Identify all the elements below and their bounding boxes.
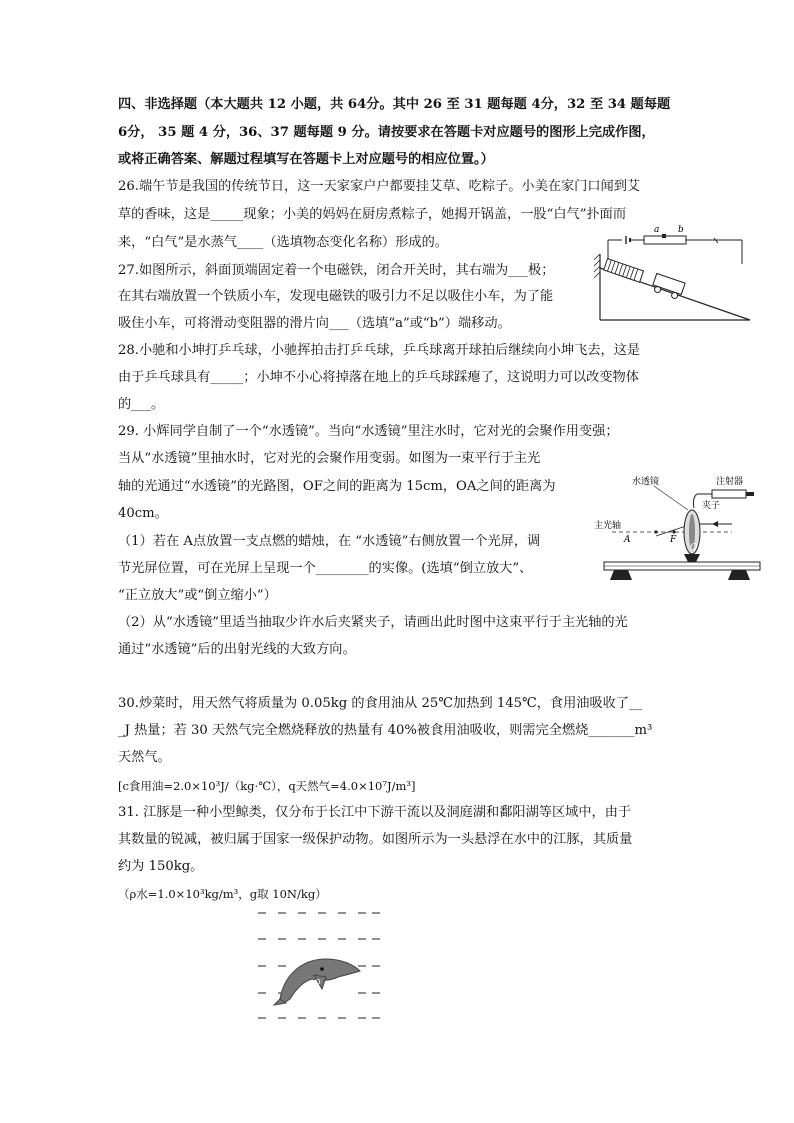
q30-line-1: 30.炒菜时，用天然气将质量为 0.05kg 的食用油从 25℃加热到 145℃，食用油吸收了__ <box>118 696 643 711</box>
q29-line-3: 轴的光通过“水透镜”的光路图，OF之间的距离为 15cm，OA之间的距离为 <box>118 479 556 494</box>
q29-label-A: A <box>624 535 631 545</box>
q29-label-syringe: 注射器 <box>716 477 744 487</box>
q30-line-3: 天然气。 <box>118 750 171 765</box>
q29-part1-line-2: 节光屏位置，可在光屏上呈现一个________的实像。(选填“倒立放大”、 <box>118 561 533 576</box>
q31-line-1: 31. 江豚是一种小型鲸类，仅分布于长江中下游干流以及洞庭湖和鄱阳湖等区域中，由于 <box>118 805 632 820</box>
section-header-line-3: 或将正确答案、解题过程填写在答题卡上对应题号的相应位置。） <box>118 152 494 167</box>
q27-incline-figure <box>592 218 754 322</box>
q29-label-F: F <box>670 535 677 545</box>
q26-line-2: 草的香味，这是_____现象；小美的妈妈在厨房煮粽子，她揭开锅盖，一股“白气”扑面而 <box>118 207 627 222</box>
q29-water-lens-figure <box>592 470 764 582</box>
q29-label-clip: 夹子 <box>702 501 721 511</box>
q27-label-a: a <box>654 225 660 235</box>
q27-line-3: 吸住小车，可将滑动变阻器的滑片向___（选填“a”或“b”）端移动。 <box>118 316 511 331</box>
q29-line-1: 29. 小辉同学自制了一个“水透镜”。当向“水透镜”里注水时，它对光的会聚作用变强； <box>118 424 619 439</box>
q29-label-lens: 水透镜 <box>632 477 660 487</box>
q31-constants: （ρ水=1.0×10³kg/m³，g取 10N/kg） <box>118 887 327 901</box>
q29-label-O: O <box>690 543 698 553</box>
q28-line-2: 由于乒乓球具有_____；小坤不小心将掉落在地上的乒乓球踩瘪了，这说明力可以改变物体 <box>118 370 639 385</box>
q29-line-4: 40cm。 <box>118 506 168 521</box>
q28-line-3: 的___。 <box>118 397 165 412</box>
q29-part1-line-3: “正立放大”或“倒立缩小”） <box>118 588 277 603</box>
q29-line-2: 当从“水透镜”里抽水时，它对光的会聚作用变弱。如图为一束平行于主光 <box>118 451 541 466</box>
q27-label-b: b <box>678 225 684 235</box>
q31-line-3: 约为 150kg。 <box>118 859 204 874</box>
q27-line-2: 在其右端放置一个铁质小车，发现电磁铁的吸引力不足以吸住小车，为了能 <box>118 289 554 304</box>
q29-part2-line-2: 通过“水透镜”后的出射光线的大致方向。 <box>118 642 356 657</box>
q26-line-3: 来，“白气”是水蒸气____（选填物态变化名称）形成的。 <box>118 235 448 250</box>
q29-part1-line-1: （1）若在 A点放置一支点燃的蜡烛，在 “水透镜”右侧放置一个光屏，调 <box>118 534 541 549</box>
q27-line-1: 27.如图所示，斜面顶端固定着一个电磁铁，闭合开关时，其右端为___极； <box>118 263 555 278</box>
q30-constants: [c食用油=2.0×10³J/（kg·℃），q天然气=4.0×10⁷J/m³] <box>118 779 416 793</box>
q31-porpoise-figure <box>250 905 390 1023</box>
q31-line-2: 其数量的锐减，被归属于国家一级保护动物。如图所示为一头悬浮在水中的江豚，其质量 <box>118 832 633 847</box>
section-header-line-1: 四、非选择题（本大题共 12 小题，共 64分。其中 26 至 31 题每题 4分，32 至 34 题每题 <box>118 97 671 112</box>
q26-line-1: 26.端午节是我国的传统节日，这一天家家户户都要挂艾草、吃粽子。小美在家门口闻到艾 <box>118 179 641 194</box>
q29-part2-line-1: （2）从“水透镜”里适当抽取少许水后夹紧夹子，请画出此时图中这束平行于主光轴的光 <box>118 615 628 630</box>
section-header-line-2: 6分， 35 题 4 分，36、37 题每题 9 分。请按要求在答题卡对应题号的图形上完成作图， <box>118 125 655 140</box>
q31-label-O: O <box>314 978 321 987</box>
q29-label-axis: 主光轴 <box>594 521 622 531</box>
q28-line-1: 28.小驰和小坤打乒乓球，小驰挥拍击打乒乓球，乒乓球离开球拍后继续向小坤飞去，这是 <box>118 343 641 358</box>
q30-line-2: _J 热量；若 30 天然气完全燃烧释放的热量有 40%被食用油吸收，则需完全燃烧_______m³ <box>118 723 653 738</box>
